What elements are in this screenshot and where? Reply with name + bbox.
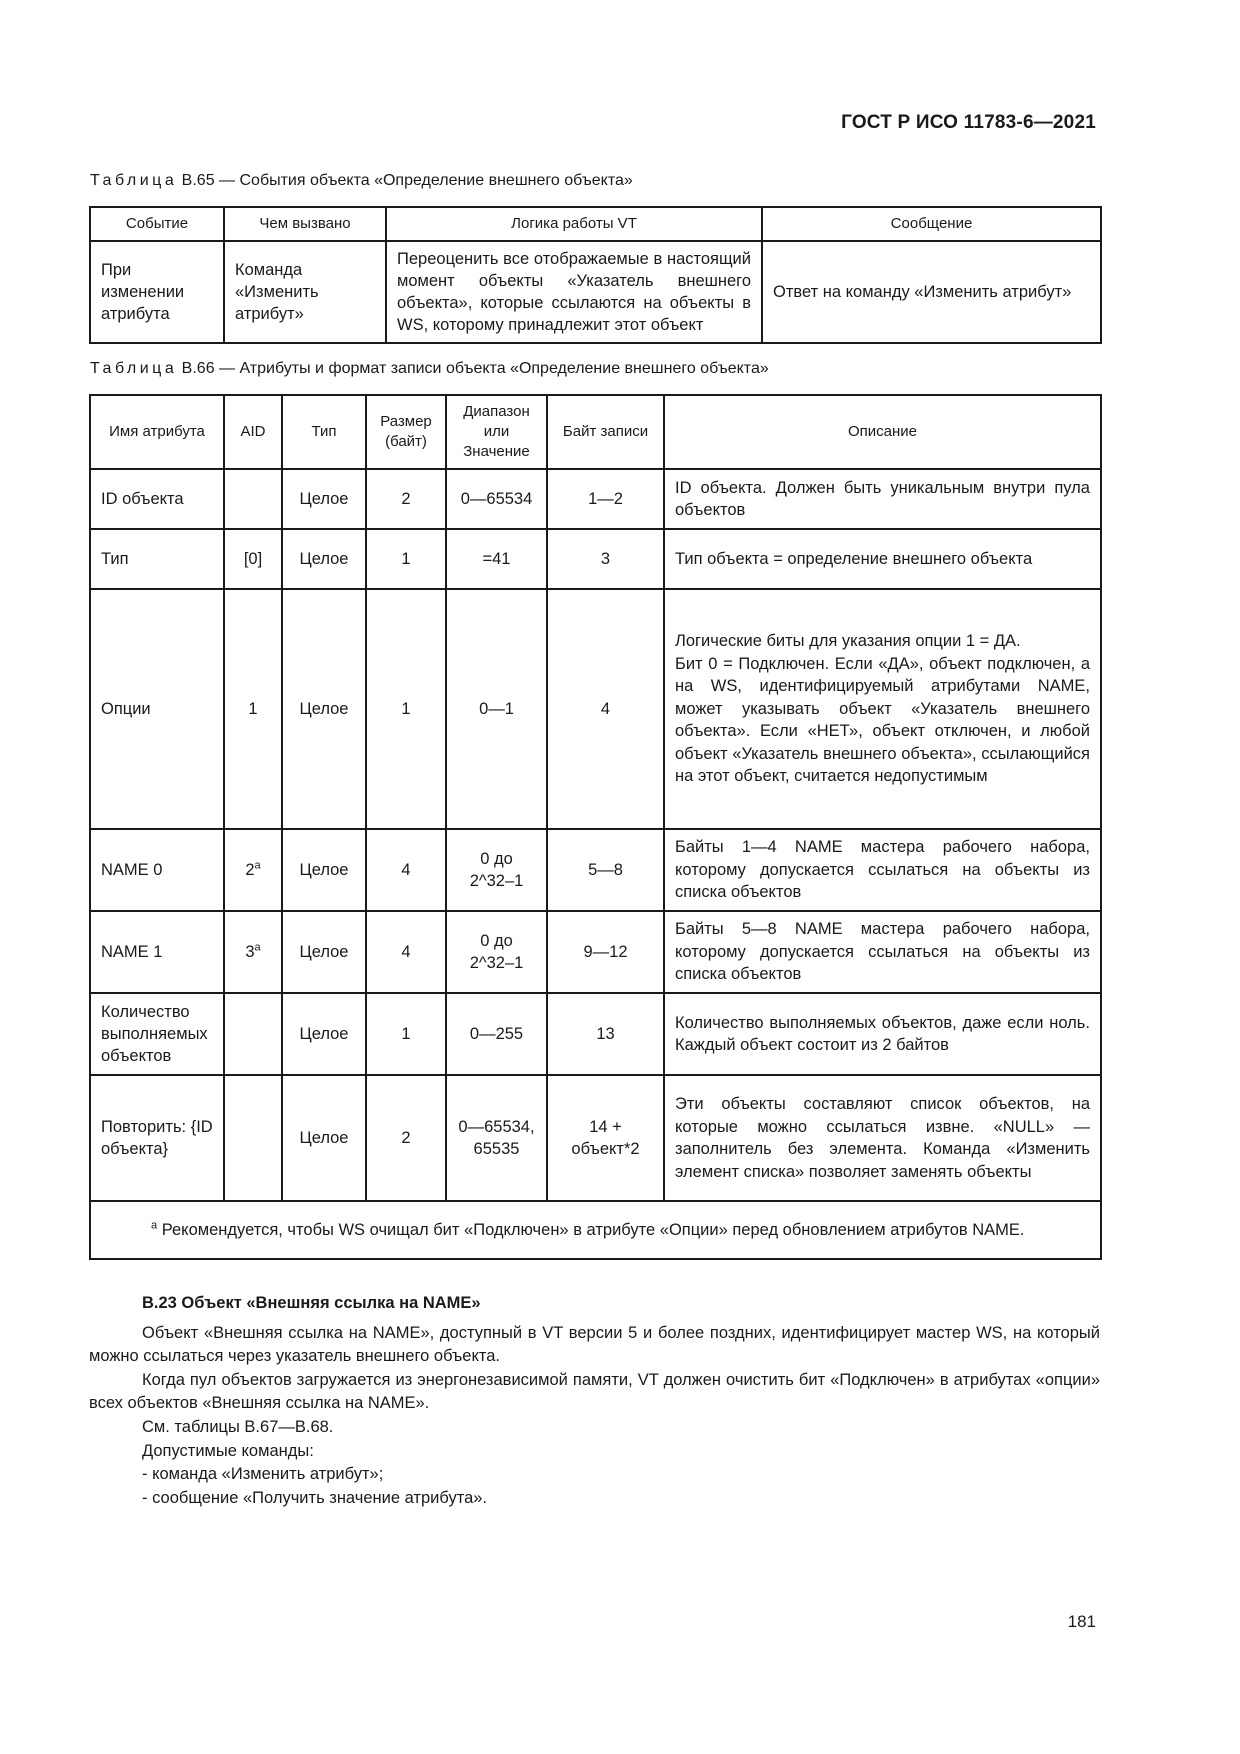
attr-name-cell: Повторить: {ID объекта}: [90, 1075, 224, 1201]
desc-line: Логические биты для указания опции 1 = ДА.: [675, 632, 1021, 651]
table-header-row: [90, 395, 1101, 469]
header-cell: Имя атрибута: [90, 395, 224, 469]
bytes-cell: 4: [547, 589, 664, 829]
range-cell: 0 до 2^32–1: [446, 911, 547, 993]
bytes-cell: 13: [547, 993, 664, 1075]
desc-cell: Тип объекта = определение внешнего объекта: [664, 529, 1101, 589]
range-cell: 0—255: [446, 993, 547, 1075]
table-footnote: [90, 1201, 1101, 1259]
desc-cell: ID объекта. Должен быть уникальным внутри пула объектов: [664, 469, 1101, 529]
table-header-row: [90, 207, 1101, 241]
table-row: [90, 469, 1101, 529]
bytes-cell: 14 + объект*2: [547, 1075, 664, 1201]
header-cell: Размер (байт): [366, 395, 446, 469]
desc-cell: Количество выполняемых объектов, даже если ноль. Каждый объект состоит из 2 байтов: [664, 993, 1101, 1075]
list-item: - сообщение «Получить значение атрибута».: [142, 1488, 488, 1507]
header-cell: Тип: [282, 395, 366, 469]
footnote-row: [90, 1201, 1101, 1259]
header-cell: Сообщение: [762, 207, 1101, 241]
range-cell: 0—65534, 65535: [446, 1075, 547, 1201]
desc-line: Бит 0 = Подключен. Если «ДА», объект подключен, а на WS, идентифицируемый атрибутами NAME, может указывать объект «Указатель внешнего объекта». Если «НЕТ», объект отключен, и любой объект «Указатель внешнего объекта», ссылающийся на этот объект, считается недопустимым: [675, 654, 1090, 786]
type-cell: Целое: [282, 1075, 366, 1201]
caption-text: В.66 — Атрибуты и формат записи объекта «Определение внешнего объекта»: [177, 360, 769, 377]
desc-cell: Байты 5—8 NAME мастера рабочего набора, которому допускается ссылаться на объекты из списка объектов: [664, 911, 1101, 993]
caption-word: Таблица: [90, 360, 178, 377]
header-cell: AID: [224, 395, 282, 469]
header-cell: Логика работы VT: [386, 207, 762, 241]
desc-cell: Байты 1—4 NAME мастера рабочего набора, которому допускается ссылаться на объекты из списка объектов: [664, 829, 1101, 911]
paragraph: Допустимые команды:: [142, 1441, 314, 1460]
attr-name-cell: NAME 1: [90, 911, 224, 993]
size-cell: 1: [366, 529, 446, 589]
page-number: 181: [1067, 1612, 1096, 1631]
table-row: [90, 911, 1101, 993]
attr-name-cell: NAME 0: [90, 829, 224, 911]
size-cell: 2: [366, 1075, 446, 1201]
table-row: [90, 993, 1101, 1075]
document-header: ГОСТ Р ИСО 11783-6—2021: [841, 112, 1096, 133]
attr-name-cell: ID объекта: [90, 469, 224, 529]
header-cell: Чем вызвано: [224, 207, 386, 241]
table-row: [90, 589, 1101, 829]
header-cell: Байт записи: [547, 395, 664, 469]
size-cell: 1: [366, 993, 446, 1075]
desc-cell: [664, 589, 1101, 829]
table-row: [90, 529, 1101, 589]
table-65: [89, 206, 1102, 344]
type-cell: Целое: [282, 529, 366, 589]
type-cell: Целое: [282, 469, 366, 529]
aid-cell: [224, 993, 282, 1075]
range-cell: 0—1: [446, 589, 547, 829]
caption-text: В.65 — События объекта «Определение внешнего объекта»: [177, 172, 633, 189]
caption-word: Таблица: [90, 172, 178, 189]
table-row: [90, 1075, 1101, 1201]
size-cell: 4: [366, 829, 446, 911]
header-cell: Описание: [664, 395, 1101, 469]
attr-name-cell: Опции: [90, 589, 224, 829]
event-cell: При изменении атрибута: [90, 241, 224, 343]
attr-name-cell: Тип: [90, 529, 224, 589]
aid-cell: 1: [224, 589, 282, 829]
size-cell: 2: [366, 469, 446, 529]
aid-cell: 3$^a$: [224, 911, 282, 993]
attr-name-cell: Количество выполняемых объектов: [90, 993, 224, 1075]
desc-cell: Эти объекты составляют список объектов, на которые можно ссылаться извне. «NULL» — заполнитель без элемента. Команда «Изменить элемент списка» позволяет заменять объекты: [664, 1075, 1101, 1201]
type-cell: Целое: [282, 589, 366, 829]
header-cell: Диапазон или Значение: [446, 395, 547, 469]
footnote-mark: a: [151, 1219, 158, 1231]
size-cell: 4: [366, 911, 446, 993]
table-65-caption: [90, 172, 633, 190]
aid-cell: [224, 469, 282, 529]
bytes-cell: 3: [547, 529, 664, 589]
aid-cell: 2$^a$: [224, 829, 282, 911]
paragraph: См. таблицы В.67—В.68.: [142, 1417, 334, 1436]
aid-cell: [224, 1075, 282, 1201]
section-heading: В.23 Объект «Внешняя ссылка на NAME»: [142, 1294, 481, 1312]
message-cell: Ответ на команду «Изменить атрибут»: [762, 241, 1101, 343]
table-66: [89, 394, 1102, 1260]
type-cell: Целое: [282, 993, 366, 1075]
paragraph: Объект «Внешняя ссылка на NAME», доступный в VT версии 5 и более поздних, идентифицирует мастер WS, на который можно ссылаться через указатель внешнего объекта.: [89, 1323, 1100, 1366]
header-cell: Событие: [90, 207, 224, 241]
range-cell: 0—65534: [446, 469, 547, 529]
type-cell: Целое: [282, 911, 366, 993]
range-cell: 0 до 2^32–1: [446, 829, 547, 911]
bytes-cell: 9—12: [547, 911, 664, 993]
cause-cell: Команда «Изменить атрибут»: [224, 241, 386, 343]
footnote-text: Рекомендуется, чтобы WS очищал бит «Подключен» в атрибуте «Опции» перед обновлением атрибутов NAME.: [157, 1220, 1025, 1239]
type-cell: Целое: [282, 829, 366, 911]
bytes-cell: 5—8: [547, 829, 664, 911]
table-row: [90, 829, 1101, 911]
table-row: [90, 241, 1101, 343]
range-cell: =41: [446, 529, 547, 589]
logic-cell: Переоценить все отображаемые в настоящий момент объекты «Указатель внешнего объекта», которые ссылаются на объекты в WS, которому принадлежит этот объект: [386, 241, 762, 343]
paragraph: Когда пул объектов загружается из энергонезависимой памяти, VT должен очистить бит «Подключен» в атрибутах «опции» всех объектов «Внешняя ссылка на NAME».: [89, 1370, 1100, 1413]
list-item: - команда «Изменить атрибут»;: [142, 1465, 384, 1484]
size-cell: 1: [366, 589, 446, 829]
table-66-caption: [90, 360, 769, 378]
section-b23: [89, 1292, 1100, 1510]
aid-cell: [0]: [224, 529, 282, 589]
bytes-cell: 1—2: [547, 469, 664, 529]
